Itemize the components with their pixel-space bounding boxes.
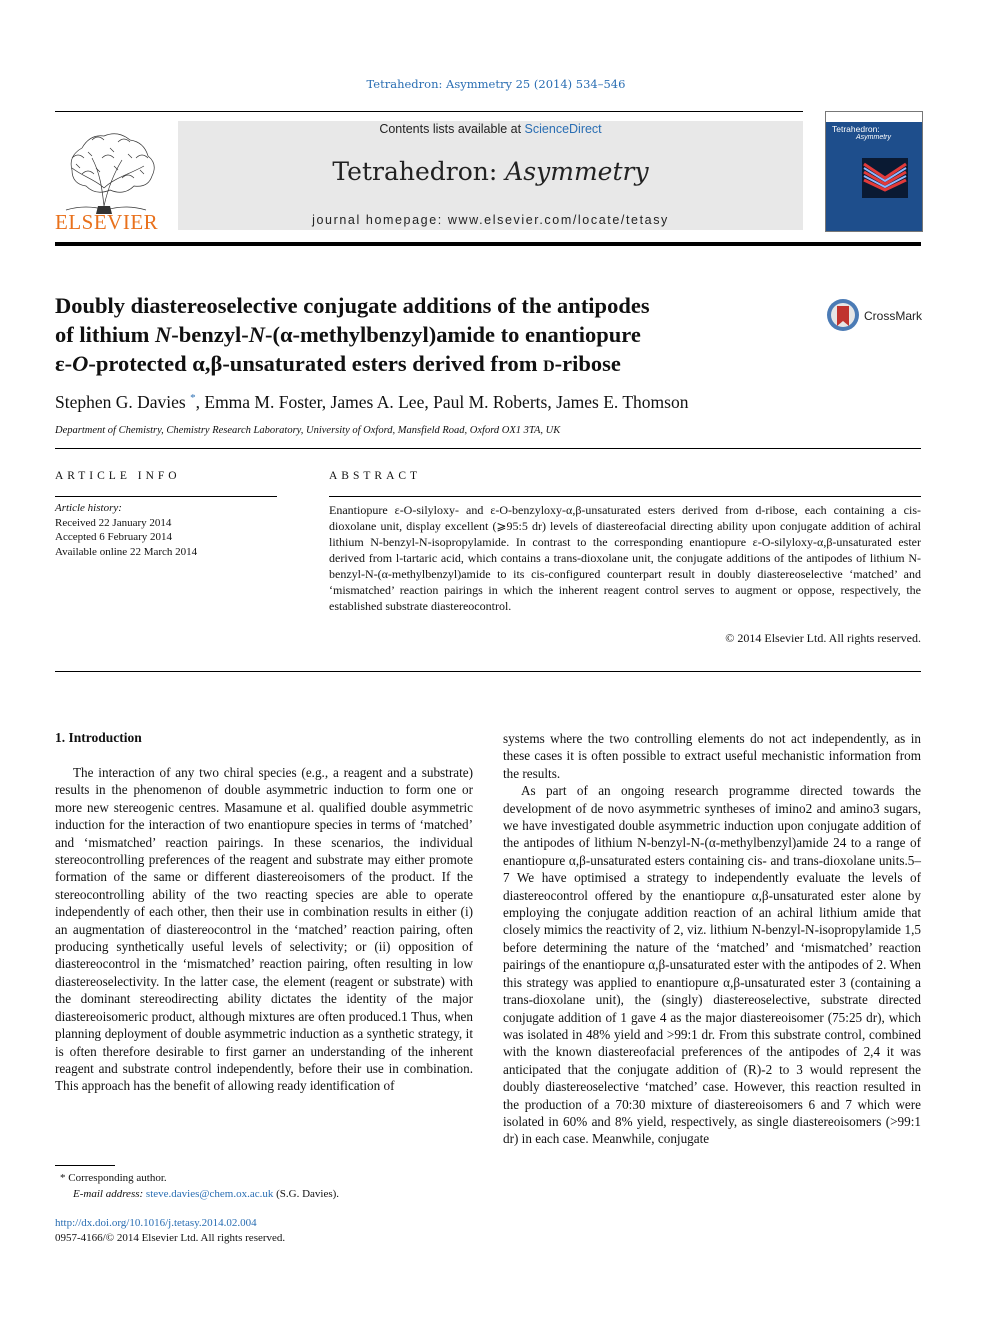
- article-title-line-3: ε-O-protected α,β-unsaturated esters derived from d-ribose: [55, 351, 621, 376]
- section-heading-introduction: 1. Introduction: [55, 730, 142, 745]
- abstract-text: Enantiopure ε-O-silyloxy- and ε-O-benzyloxy-α,β-unsaturated esters derived from d-ribose, each containing a cis-dioxolane unit, display excellent (⩾95:5 dr) levels of diastereofacial directing ability upon conjugate addition of achiral lithium N-benzyl-N-isopropylamide. In contrast to the corresponding enantiopure ε-O-silyloxy-α,β-unsaturated ester derived from l-tartaric acid, which contains a trans-dioxolane unit, the conjugate additions of the antipodes of lithium N-benzyl-N-(α-methylbenzyl)amide to its cis-configured counterpart result in doubly diastereoselective ‘matched’ and ‘mismatched’ reaction pairings in which the inherent reagent control serves to augment or oppose, respectively, the established substrate diastereocontrol.: [329, 503, 921, 613]
- author-corresponding[interactable]: Stephen G. Davies: [55, 392, 186, 412]
- doi-link[interactable]: http://dx.doi.org/10.1016/j.tetasy.2014.02.004: [55, 1217, 257, 1229]
- cover-top-strip: [826, 112, 922, 122]
- footnote-corresponding-text: Corresponding author.: [68, 1172, 167, 1184]
- journal-title: Tetrahedron: Asymmetry: [332, 157, 649, 186]
- cover-subtitle: Asymmetry: [856, 134, 891, 141]
- history-label: Article history:: [55, 502, 122, 514]
- crossmark-label: CrossMark: [864, 309, 923, 323]
- footnote: [60, 1170, 480, 1202]
- author-list: [55, 392, 688, 413]
- article-title-line-1: Doubly diastereoselective conjugate additions of the antipodes: [55, 293, 650, 318]
- intro-paragraph-1: The interaction of any two chiral species (e.g., a reagent and a substrate) results in the phenomenon of double asymmetric induction to form one or more new stereogenic centres. Masamune et al. qualified double asymmetric induction for the interaction of two enantiopure species in terms of ‘matched’ and ‘mismatched’ reaction pairings. In these scenarios, the individual stereocontrolling preferences of the reagent and substrate may either promote formation of the same or different diastereoisomers of the product. If the stereocontrolling ability of the two reacting species are able to operate independently of each other, then their use in combination results in either (i) an augmentation of diastereocontrol in the ‘matched’ reaction pairing, often producing synthetically useful levels of selectivity; or (ii) opposition of diastereocontrol in the ‘mismatched’ reaction pairing, often resulting in low diastereoselectivity. In the latter case, the element (reagent or substrate) with the dominant stereodirecting ability dictates the identity of the major diastereoisomeric product, although mixtures are often produced.1 Thus, when planning deployment of double asymmetric induction as a synthetic strategy, it is often therefore desirable to first garner an understanding of the inherent reagent and substrate control independently, before their use in combination. This approach has the benefit of allowing ready identification of: [55, 765, 473, 1094]
- article-info-rule: [55, 496, 277, 497]
- footnote-corresponding: [60, 1170, 480, 1186]
- cover-title: Tetrahedron:: [832, 124, 880, 134]
- email-suffix: (S.G. Davies).: [273, 1188, 340, 1200]
- abstract-heading: ABSTRACT: [329, 470, 422, 482]
- body-column-right: [503, 730, 921, 1148]
- journal-cover-thumbnail[interactable]: [825, 111, 923, 232]
- abstract-bottom-rule: [55, 671, 921, 672]
- contents-line: [178, 121, 803, 137]
- crossmark-badge[interactable]: [826, 297, 926, 333]
- sciencedirect-link[interactable]: ScienceDirect: [524, 122, 602, 136]
- affiliation-rule: [55, 448, 921, 449]
- article-title-line-2: of lithium N-benzyl-N-(α-methylbenzyl)amide to enantiopure: [55, 322, 641, 347]
- issn-line: 0957-4166/© 2014 Elsevier Ltd. All rights reserved.: [55, 1232, 286, 1244]
- cover-artwork: [862, 158, 908, 198]
- abstract-rule: [329, 496, 921, 497]
- abstract-copyright: © 2014 Elsevier Ltd. All rights reserved.: [725, 631, 921, 645]
- online-date: Available online 22 March 2014: [55, 545, 198, 558]
- corresponding-author-mark[interactable]: *: [190, 392, 196, 405]
- intro-paragraph-1-continued: systems where the two controlling elements do not act independently, as in these cases it is often possible to extract useful mechanistic information from the results.: [503, 731, 921, 781]
- contents-prefix: Contents lists available at: [379, 122, 525, 136]
- authors-rest: , Emma M. Foster, James A. Lee, Paul M. Roberts, James E. Thomson: [195, 392, 689, 412]
- intro-paragraph-2: As part of an ongoing research programme directed towards the development of de novo asymmetric syntheses of imino2 and amino3 sugars, we have investigated double asymmetric induction upon conjugate addition of the antipodes of lithium N-benzyl-N-(α-methylbenzyl)amide 24 to a range of enantiopure α,β-unsaturated esters containing cis- and trans-dioxolane units.5–7 We have optimised a strategy to independently evaluate the levels of diastereocontrol offered by the enantiopure α,β-unsaturated ester alone by employing the conjugate addition reaction of an achiral lithium amide that closely mimics the reactivity of 2, viz. lithium N-benzyl-N-isopropylamide 1,5 before determining the nature of the ‘matched’ and ‘mismatched’ reaction pairings of the enantiopure α,β-unsaturated ester with the antipodes of 2. When this strategy was applied to enantiopure α,β-unsaturated ester 3 (containing a trans-dioxolane unit), the (singly) diastereoselective, substrate directed conjugate addition of 1 gave 4 as the major diastereoisomer (75:25 dr), which was isolated in 48% yield and >99:1 dr. From this substrate control, combined with the known diastereofacial preferences of the antipodes of 2,4 it was anticipated that the conjugate addition of (R)-2 to 3 would represent the doubly diastereoselective ‘matched’ case. However, this reaction resulted in the production of a 70:30 mixture of diastereoisomers 6 and 7 which were isolated in 60% and 8% yield, respectively, as single diastereoisomers (>99:1 dr) in each case. Meanwhile, conjugate: [503, 783, 921, 1147]
- journal-homepage[interactable]: journal homepage: www.elsevier.com/locate/tetasy: [312, 213, 669, 227]
- footnote-mark: *: [60, 1172, 66, 1184]
- received-date: Received 22 January 2014: [55, 516, 172, 529]
- email-label: E-mail address:: [73, 1188, 146, 1200]
- footnote-email: [60, 1186, 480, 1202]
- page-bottom-info: [55, 1216, 475, 1246]
- body-column-left: [55, 764, 473, 1095]
- affiliation: Department of Chemistry, Chemistry Research Laboratory, University of Oxford, Mansfield Road, Oxford OX1 3TA, UK: [55, 425, 561, 436]
- header-thick-rule: [55, 242, 921, 246]
- email-link[interactable]: steve.davies@chem.ox.ac.uk: [145, 1188, 274, 1200]
- elsevier-wordmark: ELSEVIER: [55, 210, 159, 234]
- article-title: [55, 291, 795, 378]
- journal-citation[interactable]: Tetrahedron: Asymmetry 25 (2014) 534–546: [366, 77, 626, 91]
- accepted-date: Accepted 6 February 2014: [55, 531, 172, 543]
- article-history: [55, 501, 275, 559]
- article-info-heading: ARTICLE INFO: [55, 470, 181, 482]
- header-rule: [55, 111, 803, 112]
- footnote-rule: [55, 1165, 115, 1166]
